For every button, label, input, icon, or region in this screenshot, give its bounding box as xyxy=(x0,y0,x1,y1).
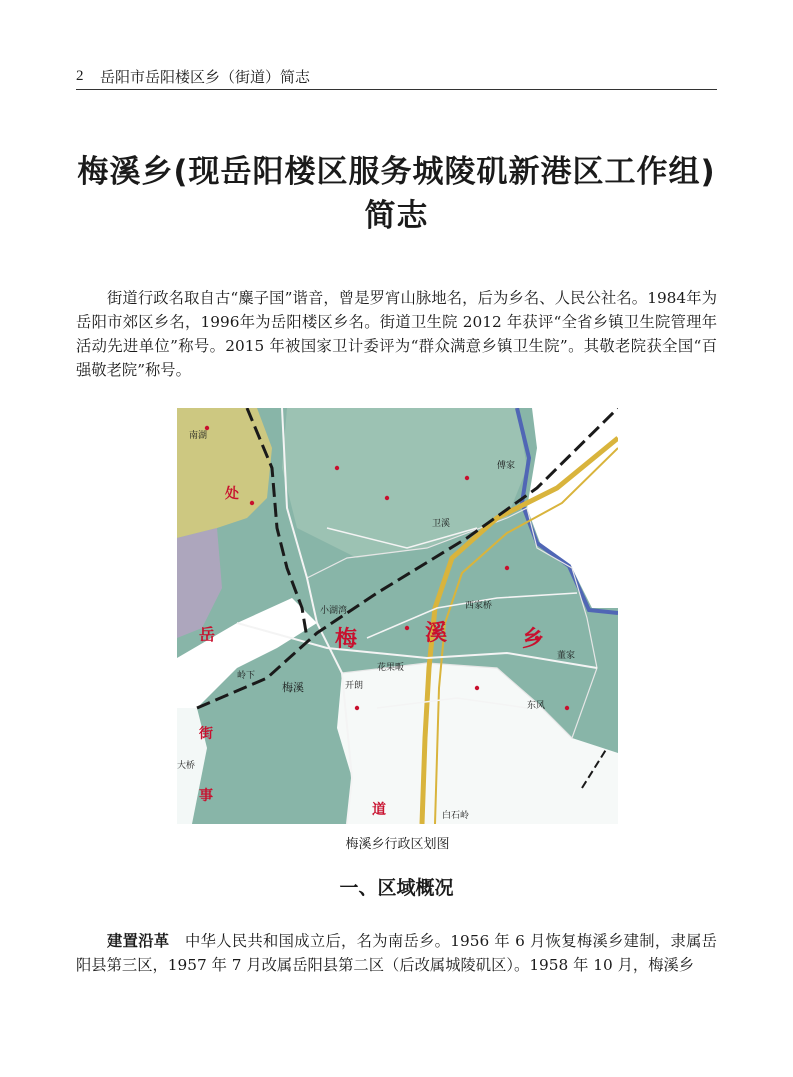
map-label-xijiaqiao: 西家桥 xyxy=(465,601,493,611)
section-heading: 一、区域概况 xyxy=(339,877,454,899)
history-paragraph xyxy=(76,929,717,977)
map-label-fujia: 傅家 xyxy=(497,461,516,471)
map-marker xyxy=(335,466,339,470)
map-marker xyxy=(405,626,409,630)
header-rule xyxy=(76,89,717,90)
map-marker xyxy=(565,706,569,710)
map-marker xyxy=(505,566,509,570)
page-number: 2 xyxy=(76,68,84,84)
running-header xyxy=(76,66,717,88)
district-map-svg xyxy=(177,408,618,824)
map-marker xyxy=(250,501,254,505)
map-marker xyxy=(355,706,359,710)
map-label-dongjia: 董家 xyxy=(557,651,576,661)
running-title: 岳阳市岳阳楼区乡（街道）简志 xyxy=(100,68,311,86)
map-label-xi: 溪 xyxy=(425,621,448,646)
page-title-line1: 梅溪乡(现岳阳楼区服务城陵矶新港区工作组) xyxy=(77,154,716,190)
map-side-label-e: 事 xyxy=(199,788,213,804)
map-label-xiang: 乡 xyxy=(522,627,545,652)
map-label-huaguoban: 花果畈 xyxy=(377,663,405,673)
map-label-nanhu: 南湖 xyxy=(189,431,208,441)
map-marker xyxy=(465,476,469,480)
history-lead: 建置沿革 xyxy=(107,932,170,950)
map-label-dongfeng: 东风 xyxy=(527,701,546,711)
figure-caption: 梅溪乡行政区划图 xyxy=(345,837,450,852)
page-title-line2: 简志 xyxy=(364,198,429,234)
map-marker xyxy=(385,496,389,500)
map-marker xyxy=(205,426,209,430)
map-side-label-a: 岳 xyxy=(199,625,216,644)
map-label-mei: 梅 xyxy=(335,627,358,652)
map-label-weixi: 卫溪 xyxy=(432,519,451,529)
map-label-meixi-town: 梅溪 xyxy=(282,681,304,694)
map-side-label-d: 街 xyxy=(199,726,213,742)
map-label-lingxia: 岭下 xyxy=(237,671,256,681)
intro-paragraph: 街道行政名取自古“麋子国”谐音，曾是罗宵山脉地名，后为乡名、人民公社名。1984年为岳阳市郊区乡名，1996年为岳阳楼区乡名。街道卫生院 2012 年获评“全省乡镇卫生院管理年活动先进单位”称号。2015 年被国家卫计委评为“群众满意乡镇卫生院”。其敬老院获全国“百强敬老院”称号。 xyxy=(76,289,717,379)
district-map xyxy=(177,408,618,824)
page-title xyxy=(60,150,733,238)
map-label-xiaohuwan: 小湖湾 xyxy=(320,606,348,616)
map-marker xyxy=(475,686,479,690)
map-side-label-b: 处 xyxy=(225,486,239,502)
map-side-label-c: 道 xyxy=(372,802,386,818)
map-label-kailang: 开朗 xyxy=(345,681,364,691)
map-label-daqiao: 大桥 xyxy=(177,761,196,771)
map-label-baishiling: 白石岭 xyxy=(442,811,470,821)
history-text: 中华人民共和国成立后，名为南岳乡。1956 年 6 月恢复梅溪乡建制，隶属岳阳县第三区，1957 年 7 月改属岳阳县第二区（后改属城陵矶区）。1958 年 10 月，梅溪乡 xyxy=(76,932,717,974)
